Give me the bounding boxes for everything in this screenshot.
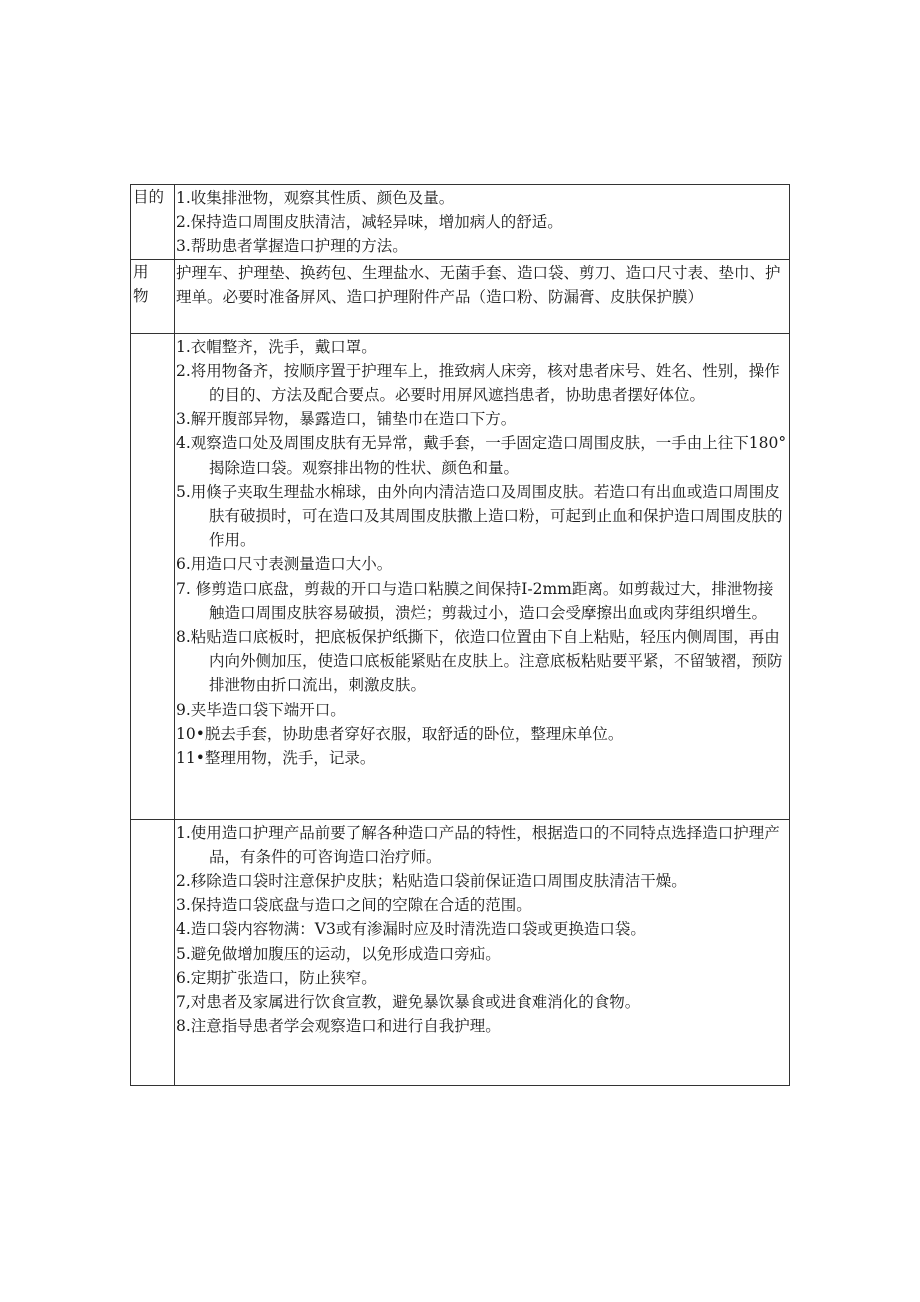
supplies-row bbox=[131, 259, 790, 333]
procedure-table bbox=[130, 184, 790, 1086]
note-item: 3.保持造口袋底盘与造口之间的空隙在合适的范围。 bbox=[176, 896, 532, 915]
notes-content-cell bbox=[175, 819, 790, 1085]
supplies-text: 护理车、护理垫、换药包、生理盐水、无菌手套、造口袋、剪刀、造口尺寸表、垫巾、护理单。必要时准备屏风、造口护理附件产品（造口粉、防漏膏、皮肤保护膜） bbox=[176, 263, 781, 306]
notes-label-cell bbox=[131, 819, 175, 1085]
note-item: 1.使用造口护理产品前要了解各种造口产品的特性，根据造口的不同特点选择造口护理产品，有条件的可咨询造口治疗师。 bbox=[176, 823, 780, 866]
supplies-label-cell bbox=[131, 259, 175, 333]
purpose-content-cell bbox=[175, 185, 790, 260]
purpose-item: 1.收集排泄物，观察其性质、颜色及量。 bbox=[176, 189, 455, 207]
purpose-item: 3.帮助患者掌握造口护理的方法。 bbox=[176, 237, 408, 256]
purpose-item: 2.保持造口周围皮肤清洁，减轻异味，增加病人的舒适。 bbox=[176, 213, 563, 232]
notes-row bbox=[131, 819, 790, 1085]
step-item: 8.粘贴造口底板时，把底板保护纸撕下，依造口位置由下自上粘贴，轻压内侧周围，再由内向外侧加压，使造口底板能紧贴在皮肤上。注意底板粘贴要平紧，不留皱褶，预防排泄物由折口流出，刺激皮肤。 bbox=[176, 628, 783, 695]
step-item: 5.用倏子夹取生理盐水棉球，由外向内清洁造口及周围皮肤。若造口有出血或造口周围皮肤有破损时，可在造口及其周围皮肤撒上造口粉，可起到止血和保护造口周围皮肤的作用。 bbox=[176, 482, 783, 550]
note-item: 8.注意指导患者学会观察造口和进行自我护理。 bbox=[176, 1017, 501, 1036]
supplies-label-line1: 用 bbox=[133, 262, 149, 281]
step-item: 11•整理用物，洗手，记录。 bbox=[176, 749, 376, 768]
supplies-label-line2: 物 bbox=[133, 286, 149, 305]
note-item: 7,对患者及家属进行饮食宣教，避免暴饮暴食或进食难消化的食物。 bbox=[176, 993, 641, 1012]
note-item: 5.避免做增加腹压的运动，以免形成造口旁疝。 bbox=[176, 944, 501, 963]
steps-content-cell bbox=[175, 333, 790, 819]
purpose-label: 目的 bbox=[133, 188, 165, 206]
step-item: 10•脱去手套，协助患者穿好衣服，取舒适的卧位，整理床单位。 bbox=[176, 724, 624, 743]
step-item: 3.解开腹部异物，暴露造口，铺垫巾在造口下方。 bbox=[176, 410, 517, 429]
note-item: 6.定期扩张造口，防止狭窄。 bbox=[176, 968, 377, 987]
step-item: 7. 修剪造口底盘，剪裁的开口与造口粘膜之间保持I-2mm距离。如剪裁过大，排泄物接触造口周围皮肤容易破损，溃烂；剪裁过小，造口会受摩擦出血或肉芽组织增生。 bbox=[176, 579, 774, 622]
purpose-row bbox=[131, 185, 790, 260]
step-item: 9.夹毕造口袋下端开口。 bbox=[176, 700, 346, 719]
note-item: 2.移除造口袋时注意保护皮肤；粘贴造口袋前保证造口周围皮肤清洁干燥。 bbox=[176, 872, 687, 891]
step-item: 2.将用物备齐，按顺序置于护理车上，推致病人床旁，核对患者床号、姓名、性别，操作的目的、方法及配合要点。必要时用屏风遮挡患者，协助患者摆好体位。 bbox=[176, 361, 780, 405]
steps-label-cell bbox=[131, 333, 175, 819]
step-item: 6.用造口尺寸表测量造口大小。 bbox=[176, 555, 393, 574]
steps-row bbox=[131, 333, 790, 819]
step-item: 4.观察造口处及周围皮肤有无异常，戴手套，一手固定造口周围皮肤，一手由上往下180°揭除造口袋。观察排出物的性状、颜色和量。 bbox=[176, 434, 787, 477]
note-item: 4.造口袋内容物满：V3或有渗漏时应及时清洗造口袋或更换造口袋。 bbox=[176, 920, 646, 939]
purpose-label-cell bbox=[131, 185, 175, 260]
supplies-content-cell bbox=[175, 259, 790, 333]
step-item: 1.衣帽整齐，洗手，戴口罩。 bbox=[176, 337, 377, 356]
